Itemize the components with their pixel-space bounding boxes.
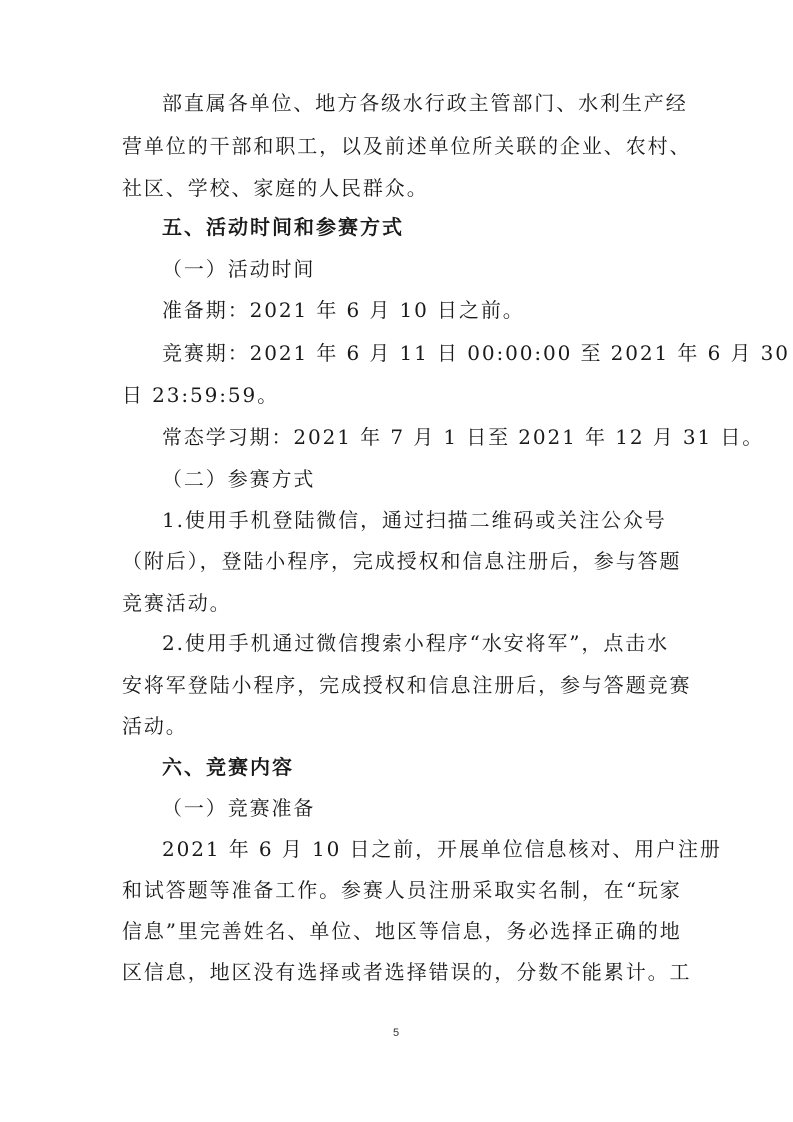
paragraph-line: 1.使用手机登陆微信，通过扫描二维码或关注公众号 [162,508,667,532]
paragraph-line: 准备期：2021 年 6 月 10 日之前。 [162,298,525,322]
paragraph-line: 竞赛活动。 [122,591,232,615]
paragraph-line: 社区、学校、家庭的人民群众。 [122,176,429,200]
paragraph-line: 常态学习期：2021 年 7 月 1 日至 2021 年 12 月 31 日。 [162,425,765,449]
paragraph-line: 营单位的干部和职工，以及前述单位所关联的企业、农村、 [122,134,692,158]
subsection-heading: （一）竞赛准备 [162,796,316,820]
section-heading: 五、活动时间和参赛方式 [162,215,404,239]
paragraph-line: 信息”里完善姓名、单位、地区等信息，务必选择正确的地 [122,919,682,943]
paragraph-line: 部直属各单位、地方各级水行政主管部门、水利生产经 [162,91,688,115]
paragraph-line: 日 23:59:59。 [122,383,280,407]
paragraph-line: 活动。 [122,714,188,738]
paragraph-line: 竞赛期：2021 年 6 月 11 日 00:00:00 至 2021 年 6 月 30 [162,341,790,365]
paragraph-line: 安将军登陆小程序，完成授权和信息注册后，参与答题竞赛 [122,673,692,697]
page-number: 5 [392,1027,400,1039]
subsection-heading: （二）参赛方式 [162,467,316,491]
paragraph-line: 2021 年 6 月 10 日之前，开展单位信息核对、用户注册 [162,837,722,861]
paragraph-line: （附后），登陆小程序，完成授权和信息注册后，参与答题 [122,549,682,573]
section-heading: 六、竞赛内容 [162,755,294,779]
paragraph-line: 2.使用手机通过微信搜索小程序“水安将军”，点击水 [162,631,670,655]
paragraph-line: 区信息，地区没有选择或者选择错误的，分数不能累计。工 [122,960,692,984]
paragraph-line: 和试答题等准备工作。参赛人员注册采取实名制，在“玩家 [122,878,682,902]
subsection-heading: （一）活动时间 [162,257,316,281]
